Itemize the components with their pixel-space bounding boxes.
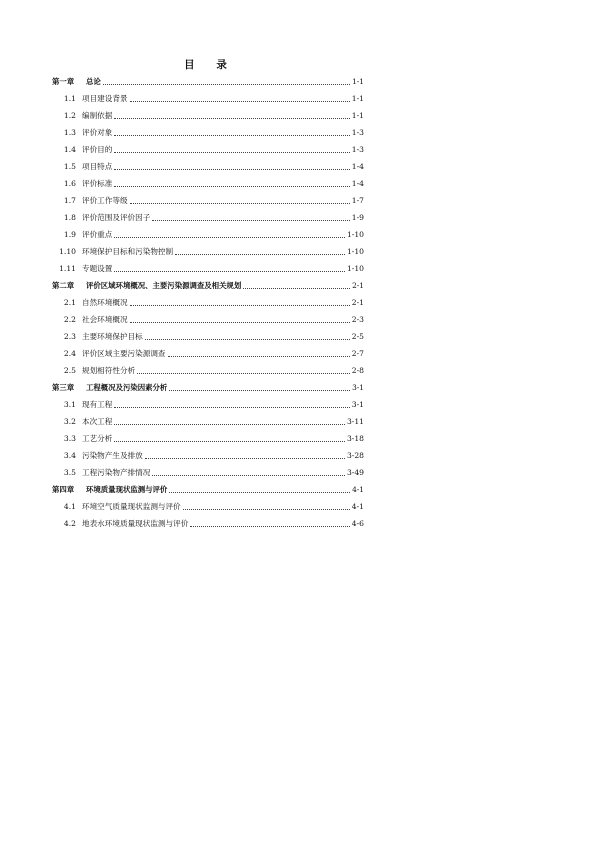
toc-entry-number: 1.1 <box>63 94 76 103</box>
toc-entry-label: 总论 <box>86 77 101 86</box>
toc-entry-number: 2.2 <box>63 315 76 324</box>
toc-entry-label: 社会环境概况 <box>82 315 128 324</box>
toc-section-row[interactable] <box>52 107 364 124</box>
dot-leader <box>114 185 349 187</box>
dot-leader <box>130 202 350 204</box>
toc-entry-number: 2.5 <box>63 366 76 375</box>
toc-entry-page: 3-1 <box>351 400 364 409</box>
toc-entry-label: 项目建设背景 <box>82 94 128 103</box>
toc-entry-page: 3-1 <box>352 383 364 392</box>
dot-leader <box>114 406 349 408</box>
toc-section-row[interactable] <box>52 175 364 192</box>
dot-leader <box>183 508 350 510</box>
toc-entry-number: 1.2 <box>63 111 76 120</box>
toc-entry-number: 3.2 <box>63 417 76 426</box>
toc-entry-label: 评价目的 <box>82 145 113 154</box>
toc-section-row[interactable] <box>52 396 364 413</box>
toc-entry-number: 第二章 <box>52 281 75 290</box>
toc-entry-label: 环境质量现状监测与评价 <box>86 485 168 494</box>
toc-entry-label: 环境保护目标和污染物控制 <box>82 247 174 256</box>
toc-section-row[interactable] <box>52 413 364 430</box>
dot-leader <box>168 355 350 357</box>
toc-entry-label: 评价区域主要污染源调查 <box>82 349 166 358</box>
toc-entry-page: 1-7 <box>351 196 364 205</box>
dot-leader <box>169 389 350 391</box>
toc-entry-page: 2-1 <box>352 281 364 290</box>
toc-entry-label: 项目特点 <box>82 162 113 171</box>
toc-section-row[interactable] <box>52 345 364 362</box>
toc-entry-page: 1-10 <box>346 264 364 273</box>
toc-entry-page: 3-18 <box>346 434 364 443</box>
toc-section-row[interactable] <box>52 192 364 209</box>
dot-leader <box>145 457 345 459</box>
toc-section-row[interactable] <box>52 515 364 532</box>
toc-entry-number: 3.5 <box>63 468 76 477</box>
toc-entry-page: 1-1 <box>352 77 364 86</box>
toc-entry-label: 工程污染物产排情况 <box>82 468 151 477</box>
toc-entry-number: 2.3 <box>63 332 76 341</box>
toc-chapter-row[interactable] <box>52 481 364 498</box>
toc-entry-label: 本次工程 <box>82 417 113 426</box>
toc-section-row[interactable] <box>52 498 364 515</box>
toc-entry-label: 工艺分析 <box>82 434 113 443</box>
toc-entry-label: 工程概况及污染因素分析 <box>86 383 168 392</box>
toc-entry-page: 2-3 <box>351 315 364 324</box>
toc-entry-number: 第三章 <box>52 383 75 392</box>
toc-entry-page: 1-4 <box>351 179 364 188</box>
toc-chapter-row[interactable] <box>52 277 364 294</box>
dot-leader <box>145 338 350 340</box>
toc-entry-number: 2.1 <box>63 298 76 307</box>
dot-leader <box>152 474 345 476</box>
toc-section-row[interactable] <box>52 311 364 328</box>
toc-entry-label: 评价范围及评价因子 <box>82 213 151 222</box>
toc-entry-page: 1-1 <box>351 111 364 120</box>
dot-leader <box>114 117 349 119</box>
toc-entry-number: 4.2 <box>63 519 76 528</box>
dot-leader <box>243 287 350 289</box>
toc-section-row[interactable] <box>52 430 364 447</box>
toc-entry-label: 评价区域环境概况、主要污染源调查及相关规划 <box>86 281 242 290</box>
dot-leader <box>152 219 349 221</box>
toc-entry-number: 2.4 <box>63 349 76 358</box>
toc-entry-number: 3.1 <box>63 400 76 409</box>
toc-entry-page: 1-10 <box>346 247 364 256</box>
toc-entry-number: 1.10 <box>59 247 76 256</box>
toc-entry-number: 4.1 <box>63 502 76 511</box>
toc-entry-page: 3-49 <box>346 468 364 477</box>
toc-entry-number: 1.6 <box>63 179 76 188</box>
toc-section-row[interactable] <box>52 90 364 107</box>
toc-entry-number: 1.8 <box>63 213 76 222</box>
dot-leader <box>114 423 345 425</box>
dot-leader <box>130 321 350 323</box>
toc-entry-page: 4-1 <box>351 502 364 511</box>
toc-section-row[interactable] <box>52 209 364 226</box>
toc-entry-number: 第四章 <box>52 485 75 494</box>
toc-entry-page: 2-7 <box>351 349 364 358</box>
dot-leader <box>114 151 349 153</box>
toc-entry-number: 1.3 <box>63 128 76 137</box>
dot-leader <box>175 253 345 255</box>
toc-entry-page: 4-6 <box>351 519 364 528</box>
toc-section-row[interactable] <box>52 226 364 243</box>
toc-entry-label: 评价重点 <box>82 230 113 239</box>
toc-section-row[interactable] <box>52 158 364 175</box>
toc-entry-label: 评价对象 <box>82 128 113 137</box>
toc-entry-number: 1.7 <box>63 196 76 205</box>
toc-entry-label: 专题设置 <box>82 264 113 273</box>
toc-entry-label: 地表水环境质量现状监测与评价 <box>82 519 189 528</box>
dot-leader <box>114 134 349 136</box>
toc-entry-number: 3.4 <box>63 451 76 460</box>
toc-section-row[interactable] <box>52 124 364 141</box>
toc-entry-number: 1.4 <box>63 145 76 154</box>
toc-entry-number: 第一章 <box>52 77 75 86</box>
toc-entry-label: 主要环境保护目标 <box>82 332 143 341</box>
toc-entry-page: 3-28 <box>346 451 364 460</box>
dot-leader <box>137 372 350 374</box>
dot-leader <box>114 270 345 272</box>
toc-chapter-row[interactable] <box>52 379 364 396</box>
dot-leader <box>169 491 350 493</box>
toc-section-row[interactable] <box>52 328 364 345</box>
dot-leader <box>130 304 350 306</box>
toc-entry-page: 2-8 <box>351 366 364 375</box>
toc-section-row[interactable] <box>52 362 364 379</box>
dot-leader <box>103 83 350 85</box>
toc-section-row[interactable] <box>52 243 364 260</box>
toc-entry-page: 2-5 <box>351 332 364 341</box>
toc-entry-page: 1-1 <box>351 94 364 103</box>
toc-entry-page: 2-1 <box>351 298 364 307</box>
toc-section-row[interactable] <box>52 141 364 158</box>
toc-entry-page: 1-4 <box>351 162 364 171</box>
dot-leader <box>130 100 350 102</box>
toc-entry-number: 1.5 <box>63 162 76 171</box>
dot-leader <box>114 440 345 442</box>
toc-entry-label: 污染物产生及排放 <box>82 451 143 460</box>
toc-section-row[interactable] <box>52 464 364 481</box>
toc-title: 目 录 <box>184 59 236 71</box>
toc-entry-label: 环境空气质量现状监测与评价 <box>82 502 181 511</box>
toc-entry-page: 1-3 <box>351 128 364 137</box>
toc-entry-page: 4-1 <box>352 485 364 494</box>
toc-list <box>52 73 364 532</box>
toc-entry-label: 规划相符性分析 <box>82 366 136 375</box>
toc-chapter-row[interactable] <box>52 73 364 90</box>
toc-section-row[interactable] <box>52 260 364 277</box>
dot-leader <box>114 168 349 170</box>
toc-section-row[interactable] <box>52 447 364 464</box>
dot-leader <box>190 525 349 527</box>
toc-entry-number: 1.11 <box>59 264 76 273</box>
toc-entry-number: 3.3 <box>63 434 76 443</box>
toc-entry-label: 评价标准 <box>82 179 113 188</box>
dot-leader <box>114 236 345 238</box>
toc-entry-number: 1.9 <box>63 230 76 239</box>
toc-entry-page: 3-11 <box>346 417 364 426</box>
toc-entry-label: 评价工作等级 <box>82 196 128 205</box>
toc-entry-label: 现有工程 <box>82 400 113 409</box>
toc-entry-label: 自然环境概况 <box>82 298 128 307</box>
toc-entry-page: 1-9 <box>351 213 364 222</box>
toc-entry-label: 编制依据 <box>82 111 113 120</box>
toc-section-row[interactable] <box>52 294 364 311</box>
toc-entry-page: 1-10 <box>346 230 364 239</box>
toc-entry-page: 1-3 <box>351 145 364 154</box>
